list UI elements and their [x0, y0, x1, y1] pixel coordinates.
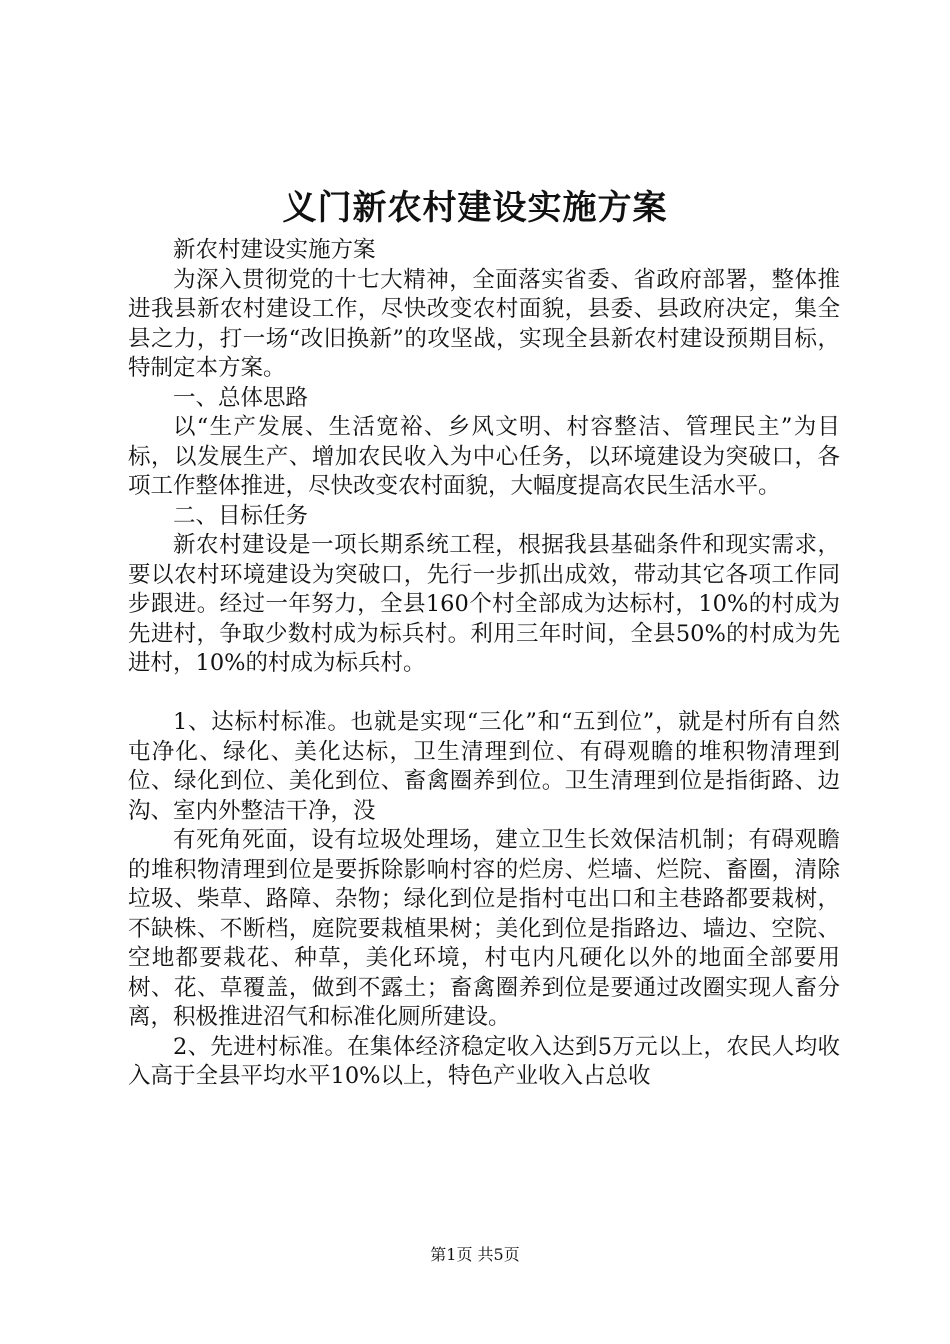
- advanced-village-paragraph: 2、先进村标准。在集体经济稳定收入达到5万元以上，农民人均收入高于全县平均水平10%以上，特色产业收入占总收: [128, 1033, 840, 1089]
- intro-paragraph: 为深入贯彻党的十七大精神，全面落实省委、省政府部署，整体推进我县新农村建设工作，尽快改变农村面貌，县委、县政府决定，集全县之力，打一场“改旧换新”的攻坚战，实现全县新农村建设预期目标，特制定本方案。: [128, 266, 840, 381]
- document-title: 义门新农村建设实施方案: [282, 188, 668, 228]
- section-heading-goals: 二、目标任务: [173, 502, 309, 529]
- standard-village-continued-paragraph: 有死角死面，设有垃圾处理场，建立卫生长效保洁机制；有碍观瞻的堆积物清理到位是要拆除影响村容的烂房、烂墙、烂院、畜圈，清除垃圾、柴草、路障、杂物；绿化到位是指村屯出口和主巷路都要栽树，不缺株、不断档，庭院要栽植果树；美化到位是指路边、墙边、空院、空地都要栽花、种草，美化环境，村屯内凡硬化以外的地面全部要用树、花、草覆盖，做到不露土；畜禽圈养到位是要通过改圈实现人畜分离，积极推进沼气和标准化厕所建设。: [128, 827, 840, 1030]
- document-body: [128, 236, 840, 1092]
- subtitle-paragraph: 新农村建设实施方案: [173, 237, 376, 263]
- page-footer: 第1页 共5页: [430, 1245, 520, 1264]
- standard-village-paragraph: 1、达标村标准。也就是实现“三化”和“五到位”，就是村所有自然屯净化、绿化、美化达标，卫生清理到位、有碍观瞻的堆积物清理到位、绿化到位、美化到位、畜禽圈养到位。卫生清理到位是指街路、边沟、室内外整洁干净，没: [128, 709, 840, 824]
- goals-paragraph: 新农村建设是一项长期系统工程，根据我县基础条件和现实需求，要以农村环境建设为突破口，先行一步抓出成效，带动其它各项工作同步跟进。经过一年努力，全县160个村全部成为达标村，10%的村成为先进村，争取少数村成为标兵村。利用三年时间，全县50%的村成为先进村，10%的村成为标兵村。: [128, 532, 840, 676]
- section-heading-overall-approach: 一、总体思路: [173, 384, 309, 411]
- overall-approach-paragraph: 以“生产发展、生活宽裕、乡风文明、村容整洁、管理民主”为目标，以发展生产、增加农民收入为中心任务，以环境建设为突破口，各项工作整体推进，尽快改变农村面貌，大幅度提高农民生活水平。: [128, 414, 840, 499]
